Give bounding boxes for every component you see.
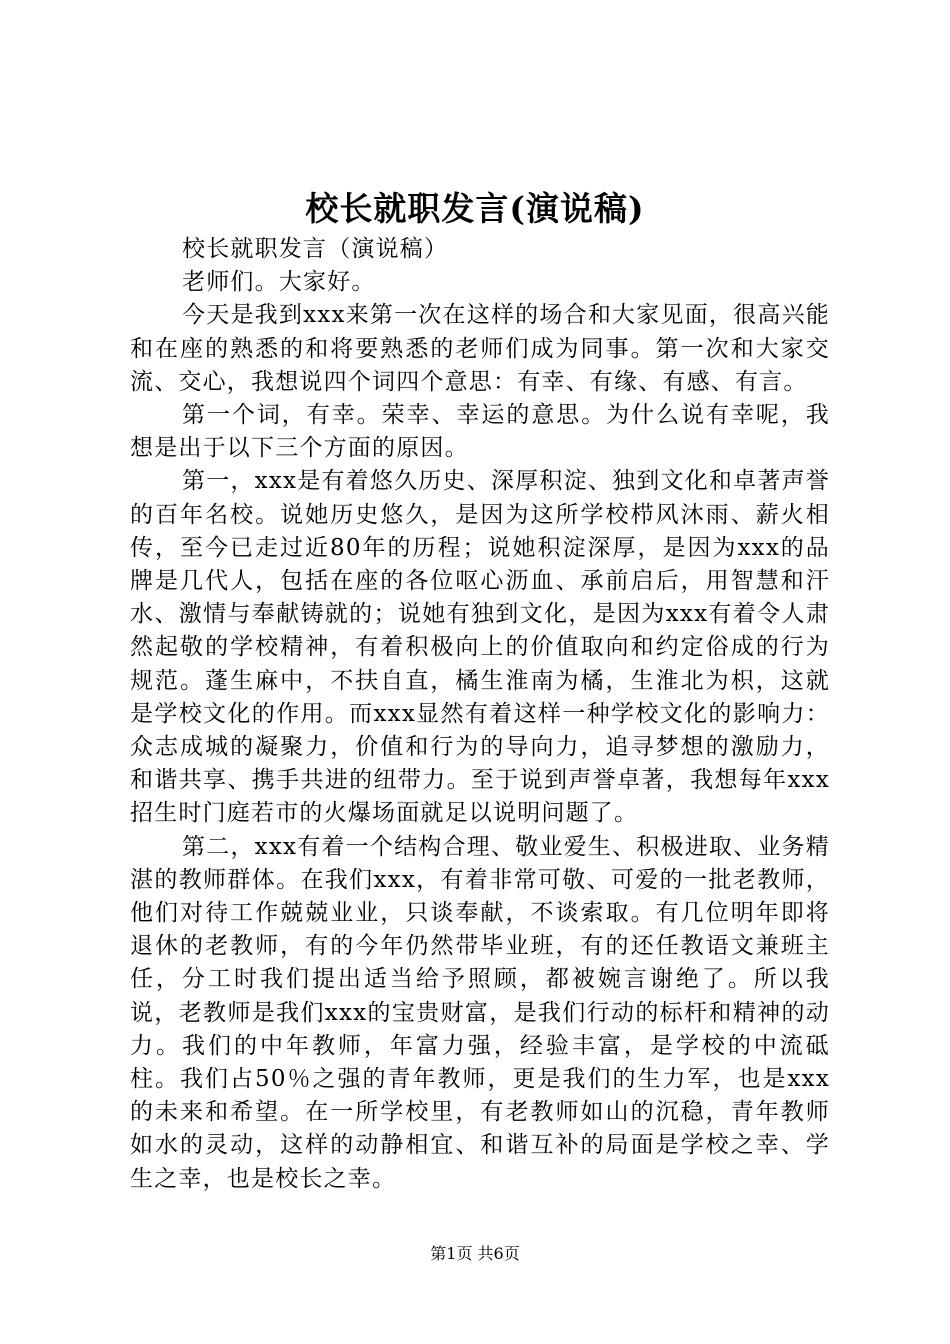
paragraph-subtitle: 校长就职发言（演说稿） bbox=[182, 236, 449, 262]
paragraph-greeting: 老师们。大家好。 bbox=[182, 269, 376, 296]
paragraph-point-one: 第一，xxx是有着悠久历史、深厚积淀、独到文化和卓著声誉的百年名校。说她历史悠久，是因为这所学校栉风沐雨、薪火相传，至今已走过近80年的历程；说她积淀深厚，是因为xxx的品牌是几代人，包括在座的各位呕心沥血、承前启后，用智慧和汗水、激情与奉献铸就的；说她有独到文化，是因为xxx有着令人肃然起敬的学校精神，有着积极向上的价值取向和约定俗成的行为规范。蓬生麻中，不扶自直，橘生淮南为橘，生淮北为枳，这就是学校文化的作用。而xxx显然有着这样一种学校文化的影响力：众志成城的凝聚力，价值和行为的导向力，追寻梦想的激励力，和谐共享、携手共进的纽带力。至于说到声誉卓著，我想每年xxx招生时门庭若市的火爆场面就足以说明问题了。 bbox=[130, 468, 830, 827]
paragraph-point-two: 第二，xxx有着一个结构合理、敬业爱生、积极进取、业务精湛的教师群体。在我们xxx，有着非常可敬、可爱的一批老教师，他们对待工作兢兢业业，只谈奉献，不谈索取。有几位明年即将退休的老教师，有的今年仍然带毕业班，有的还任教语文兼班主任，分工时我们提出适当给予照顾，都被婉言谢绝了。所以我说，老教师是我们xxx的宝贵财富，是我们行动的标杆和精神的动力。我们的中年教师，年富力强，经验丰富，是学校的中流砥柱。我们占50％之强的青年教师，更是我们的生力军，也是xxx的未来和希望。在一所学校里，有老教师如山的沉稳，青年教师如水的灵动，这样的动静相宜、和谐互补的局面是学校之幸、学生之幸，也是校长之幸。 bbox=[130, 833, 830, 1192]
document-body bbox=[130, 233, 830, 1196]
paragraph-first-word: 第一个词，有幸。荣幸、幸运的意思。为什么说有幸呢，我想是出于以下三个方面的原因。 bbox=[130, 402, 830, 462]
paragraph-intro: 今天是我到xxx来第一次在这样的场合和大家见面，很高兴能和在座的熟悉的和将要熟悉的老师们成为同事。第一次和大家交流、交心，我想说四个词四个意思：有幸、有缘、有感、有言。 bbox=[130, 302, 830, 395]
document-title: 校长就职发言(演说稿) bbox=[305, 189, 645, 228]
page-footer: 第1页 共6页 bbox=[430, 1244, 520, 1263]
